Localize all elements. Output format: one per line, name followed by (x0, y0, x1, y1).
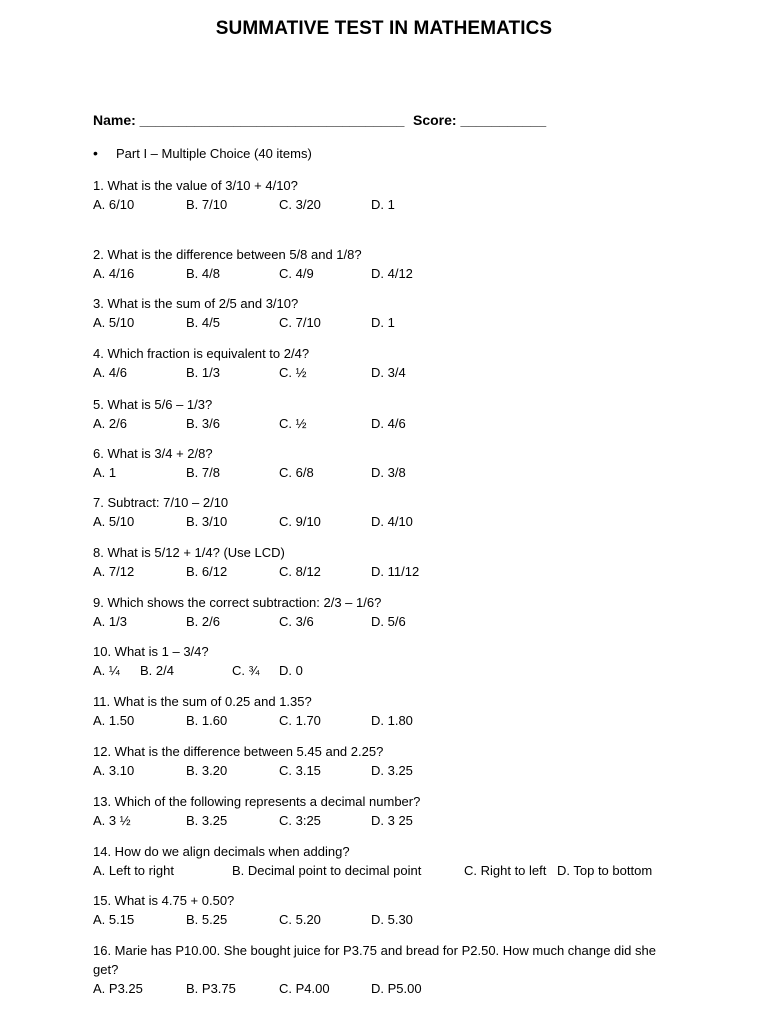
question-item (93, 294, 673, 332)
answer-option: A. 5/10 (93, 315, 135, 330)
answer-option: A. 5.15 (93, 912, 135, 927)
answer-option: C. 3/6 (279, 614, 314, 629)
answer-option: D. P5.00 (371, 981, 422, 996)
answer-options (93, 661, 673, 680)
question-stem: 16. Marie has P10.00. She bought juice for P3.75 and bread for P2.50. How much change did she get? (93, 943, 656, 977)
answer-option: C. 5.20 (279, 912, 321, 927)
answer-option: D. 11/12 (371, 564, 420, 579)
answer-option: A. P3.25 (93, 981, 143, 996)
question-stem: 14. How do we align decimals when adding? (93, 844, 350, 859)
answer-option: B. 2/6 (186, 614, 220, 629)
answer-option: A. 2/6 (93, 416, 127, 431)
answer-option: B. 3.20 (186, 763, 228, 778)
answer-option: C. 3.15 (279, 763, 321, 778)
answer-option: B. 6/12 (186, 564, 228, 579)
answer-option: B. 1.60 (186, 713, 228, 728)
answer-option: B. 4/8 (186, 266, 220, 281)
answer-option: D. Top to bottom (557, 863, 653, 878)
answer-option: D. 3.25 (371, 763, 413, 778)
name-field-label: Name: __________________________________ (93, 112, 405, 128)
answer-options (93, 761, 673, 780)
answer-option: C. 7/10 (279, 315, 321, 330)
question-stem: 9. Which shows the correct subtraction: 2/3 – 1/6? (93, 595, 382, 610)
answer-option: B. 3.25 (186, 813, 228, 828)
answer-option: A. 7/12 (93, 564, 135, 579)
answer-options (93, 195, 673, 214)
answer-option: A. Left to right (93, 863, 174, 878)
answer-option: D. 4/10 (371, 514, 413, 529)
answer-option: C. 4/9 (279, 266, 314, 281)
answer-options (93, 979, 673, 998)
page-title: SUMMATIVE TEST IN MATHEMATICS (215, 18, 553, 39)
question-stem: 1. What is the value of 3/10 + 4/10? (93, 178, 298, 193)
question-stem: 7. Subtract: 7/10 – 2/10 (93, 495, 229, 510)
answer-option: D. 3/8 (371, 465, 406, 480)
question-stem: 5. What is 5/6 – 1/3? (93, 397, 213, 412)
question-item (93, 176, 673, 214)
answer-option: A. 3 ½ (93, 813, 131, 828)
question-stem: 3. What is the sum of 2/5 and 3/10? (93, 296, 299, 311)
answer-option: C. 3/20 (279, 197, 321, 212)
question-stem: 4. Which fraction is equivalent to 2/4? (93, 346, 310, 361)
question-item (93, 642, 673, 680)
question-stem: 10. What is 1 – 3/4? (93, 644, 209, 659)
answer-options (93, 811, 673, 830)
question-stem: 13. Which of the following represents a decimal number? (93, 794, 421, 809)
answer-option: A. 6/10 (93, 197, 135, 212)
answer-options (93, 264, 673, 283)
question-item (93, 842, 673, 880)
answer-options (93, 363, 673, 382)
answer-option: C. ½ (279, 416, 307, 431)
question-item (93, 792, 673, 830)
answer-option: D. 5/6 (371, 614, 406, 629)
question-item (93, 742, 673, 780)
answer-options (93, 910, 673, 929)
answer-option: C. ½ (279, 365, 307, 380)
answer-option: B. 1/3 (186, 365, 220, 380)
answer-options (93, 861, 673, 880)
answer-option: B. 4/5 (186, 315, 220, 330)
answer-option: C. 1.70 (279, 713, 321, 728)
answer-option: D. 5.30 (371, 912, 413, 927)
answer-option: A. 1/3 (93, 614, 127, 629)
question-item (93, 344, 673, 382)
answer-option: D. 1 (371, 315, 395, 330)
answer-options (93, 414, 673, 433)
answer-option: A. 3.10 (93, 763, 135, 778)
answer-option: D. 4/6 (371, 416, 406, 431)
question-item (93, 395, 673, 433)
answer-option: D. 1.80 (371, 713, 413, 728)
answer-options (93, 463, 673, 482)
question-item (93, 245, 673, 283)
answer-option: C. 6/8 (279, 465, 314, 480)
question-item (93, 543, 673, 581)
answer-option: B. 7/10 (186, 197, 228, 212)
answer-option: A. 1.50 (93, 713, 135, 728)
answer-options (93, 612, 673, 631)
answer-options (93, 562, 673, 581)
answer-option: D. 4/12 (371, 266, 413, 281)
info-row (93, 112, 547, 128)
answer-option: B. 3/10 (186, 514, 228, 529)
question-item (93, 891, 673, 929)
answer-option: D. 3 25 (371, 813, 413, 828)
question-item (93, 444, 673, 482)
answer-option: A. 1 (93, 465, 117, 480)
question-item (93, 593, 673, 631)
answer-option: B. P3.75 (186, 981, 236, 996)
answer-option: A. ¼ (93, 663, 120, 678)
answer-option: B. 2/4 (140, 663, 174, 678)
question-stem: 2. What is the difference between 5/8 and 1/8? (93, 247, 362, 262)
answer-option: D. 3/4 (371, 365, 406, 380)
answer-option: C. 9/10 (279, 514, 321, 529)
question-item (93, 493, 673, 531)
answer-option: C. 8/12 (279, 564, 321, 579)
question-stem: 15. What is 4.75 + 0.50? (93, 893, 235, 908)
answer-options (93, 512, 673, 531)
question-stem: 11. What is the sum of 0.25 and 1.35? (93, 694, 312, 709)
question-stem: 12. What is the difference between 5.45 and 2.25? (93, 744, 384, 759)
answer-option: C. 3:25 (279, 813, 321, 828)
answer-option: C. ¾ (232, 663, 260, 678)
bullet-icon: • (93, 145, 98, 161)
score-field-label: Score: ___________ (413, 112, 547, 128)
answer-option: C. Right to left (464, 863, 547, 878)
answer-option: D. 0 (279, 663, 303, 678)
question-item (93, 692, 673, 730)
answer-option: B. 5.25 (186, 912, 228, 927)
part-heading (93, 145, 312, 161)
answer-option: A. 4/16 (93, 266, 135, 281)
answer-option: B. 7/8 (186, 465, 220, 480)
answer-option: A. 4/6 (93, 365, 127, 380)
answer-option: D. 1 (371, 197, 395, 212)
part-label: Part I – Multiple Choice (40 items) (116, 146, 312, 161)
answer-option: A. 5/10 (93, 514, 135, 529)
answer-options (93, 711, 673, 730)
answer-options (93, 313, 673, 332)
question-stem: 8. What is 5/12 + 1/4? (Use LCD) (93, 545, 285, 560)
answer-option: B. Decimal point to decimal point (232, 863, 422, 878)
answer-option: B. 3/6 (186, 416, 220, 431)
answer-option: C. P4.00 (279, 981, 330, 996)
question-stem: 6. What is 3/4 + 2/8? (93, 446, 213, 461)
question-item (93, 941, 673, 998)
